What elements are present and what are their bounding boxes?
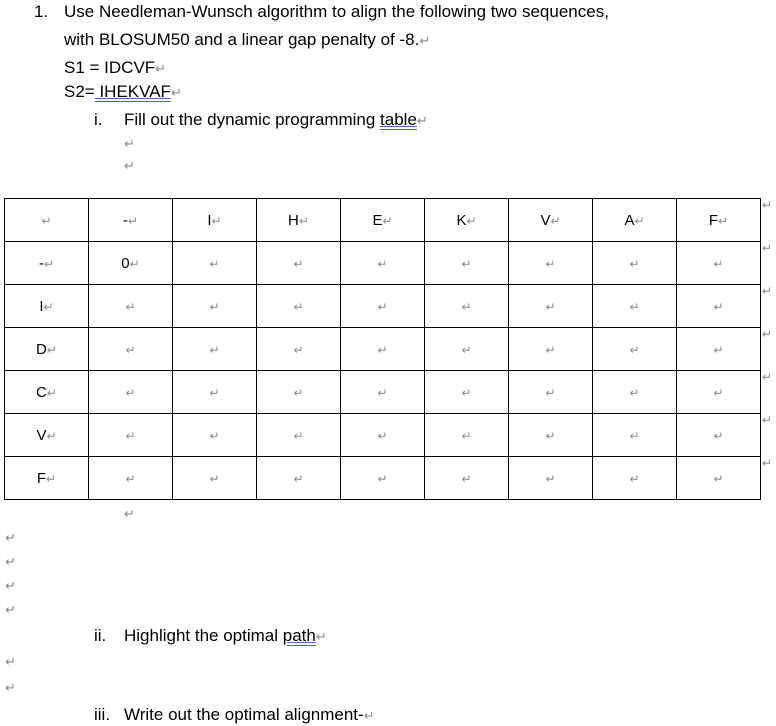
question-number: 1.	[34, 2, 49, 21]
table-row	[5, 457, 761, 500]
cell-mark-icon: ↵	[713, 428, 724, 443]
dp-cell[interactable]	[173, 285, 257, 328]
dp-cell[interactable]	[509, 328, 593, 371]
cell-mark-icon: ↵	[545, 299, 556, 314]
row-end-mark-icon: ↵	[762, 327, 773, 341]
header-cell[interactable]	[509, 199, 593, 242]
cell-mark-icon: ↵	[209, 342, 220, 357]
part-i-text-b: table	[380, 110, 417, 129]
dp-cell[interactable]	[593, 414, 677, 457]
dp-cell[interactable]	[677, 371, 761, 414]
row-label-cell[interactable]	[5, 285, 89, 328]
row-label-cell-value: I	[39, 297, 44, 315]
row-end-mark-icon: ↵	[762, 456, 773, 470]
paragraph-mark-icon: ↵	[124, 158, 135, 173]
dp-cell[interactable]	[341, 242, 425, 285]
cell-mark-icon: ↵	[43, 299, 54, 314]
row-end-mark-icon: ↵	[762, 241, 773, 255]
dp-cell[interactable]	[341, 328, 425, 371]
cell-mark-icon: ↵	[466, 213, 477, 228]
table-row	[5, 285, 761, 328]
cell-mark-icon: ↵	[377, 256, 388, 271]
paragraph-mark-icon: ↵	[5, 654, 16, 669]
header-cell-value: A	[624, 211, 635, 229]
cell-mark-icon: ↵	[293, 428, 304, 443]
cell-mark-icon: ↵	[461, 471, 472, 486]
dp-cell[interactable]	[425, 242, 509, 285]
dp-cell[interactable]	[341, 414, 425, 457]
cell-mark-icon: ↵	[461, 299, 472, 314]
cell-mark-icon: ↵	[461, 256, 472, 271]
dp-cell[interactable]	[425, 328, 509, 371]
header-cell[interactable]	[593, 199, 677, 242]
cell-mark-icon: ↵	[545, 385, 556, 400]
part-ii-text-b: path	[282, 626, 316, 645]
cell-mark-icon: ↵	[46, 428, 57, 443]
cell-mark-icon: ↵	[293, 471, 304, 486]
dp-cell[interactable]	[677, 242, 761, 285]
row-label-cell[interactable]	[5, 242, 89, 285]
cell-mark-icon: ↵	[125, 385, 136, 400]
dp-cell[interactable]	[173, 328, 257, 371]
dp-cell-value: 0	[121, 254, 130, 272]
cell-mark-icon: ↵	[293, 342, 304, 357]
dp-cell[interactable]	[677, 457, 761, 500]
row-label-cell[interactable]	[5, 414, 89, 457]
cell-mark-icon: ↵	[377, 385, 388, 400]
cell-mark-icon: ↵	[46, 471, 57, 486]
row-label-cell-value: C	[36, 383, 47, 401]
row-end-mark-icon: ↵	[762, 198, 773, 212]
cell-mark-icon: ↵	[713, 385, 724, 400]
dp-cell[interactable]	[89, 242, 173, 285]
row-label-cell-value: D	[36, 340, 47, 358]
cell-mark-icon: ↵	[377, 299, 388, 314]
header-cell[interactable]	[341, 199, 425, 242]
header-cell-value: H	[288, 211, 299, 229]
cell-mark-icon: ↵	[629, 428, 640, 443]
cell-mark-icon: ↵	[129, 256, 140, 271]
part-ii-number: ii.	[94, 626, 107, 645]
cell-mark-icon: ↵	[545, 428, 556, 443]
dp-cell[interactable]	[425, 285, 509, 328]
dp-cell[interactable]	[89, 414, 173, 457]
cell-mark-icon: ↵	[209, 385, 220, 400]
dp-cell[interactable]	[425, 371, 509, 414]
cell-mark-icon: ↵	[634, 213, 645, 228]
cell-mark-icon: ↵	[545, 471, 556, 486]
cell-mark-icon: ↵	[629, 256, 640, 271]
cell-mark-icon: ↵	[46, 385, 57, 400]
dp-cell[interactable]	[425, 457, 509, 500]
table-row	[5, 328, 761, 371]
header-cell-value: K	[456, 211, 467, 229]
cell-mark-icon: ↵	[125, 342, 136, 357]
row-label-cell-value: F	[36, 469, 47, 487]
dp-cell[interactable]	[509, 371, 593, 414]
dp-cell[interactable]	[677, 414, 761, 457]
paragraph-mark-icon: ↵	[5, 680, 16, 695]
dp-cell[interactable]	[257, 414, 341, 457]
header-cell-value: V	[540, 211, 551, 229]
cell-mark-icon: ↵	[377, 428, 388, 443]
dp-cell[interactable]	[89, 371, 173, 414]
cell-mark-icon: ↵	[713, 342, 724, 357]
cell-mark-icon: ↵	[293, 299, 304, 314]
dp-cell[interactable]	[173, 414, 257, 457]
dp-cell[interactable]	[593, 457, 677, 500]
cell-mark-icon: ↵	[718, 213, 729, 228]
cell-mark-icon: ↵	[298, 213, 309, 228]
dp-cell[interactable]	[89, 457, 173, 500]
dp-cell[interactable]	[593, 328, 677, 371]
dp-cell[interactable]	[341, 285, 425, 328]
table-row	[5, 414, 761, 457]
paragraph-mark-icon: ↵	[5, 602, 16, 617]
dp-cell[interactable]	[257, 285, 341, 328]
table-row	[5, 371, 761, 414]
cell-mark-icon: ↵	[43, 256, 55, 271]
dp-cell[interactable]	[425, 414, 509, 457]
paragraph-mark-icon: ↵	[419, 33, 431, 48]
paragraph-mark-icon: ↵	[5, 554, 16, 569]
row-end-mark-icon: ↵	[762, 370, 773, 384]
dp-cell[interactable]	[509, 457, 593, 500]
table-row	[5, 242, 761, 285]
paragraph-mark-icon: ↵	[315, 629, 327, 644]
cell-mark-icon: ↵	[713, 256, 724, 271]
cell-mark-icon: ↵	[629, 471, 640, 486]
cell-mark-icon: ↵	[382, 213, 393, 228]
header-cell[interactable]	[257, 199, 341, 242]
cell-mark-icon: ↵	[377, 342, 388, 357]
cell-mark-icon: ↵	[550, 213, 561, 228]
dp-cell[interactable]	[173, 242, 257, 285]
header-cell[interactable]	[5, 199, 89, 242]
question-line-2	[64, 30, 430, 51]
row-label-cell-value: V	[36, 426, 47, 444]
dp-table	[4, 198, 761, 500]
cell-mark-icon: ↵	[629, 299, 640, 314]
header-cell-value: -	[122, 211, 128, 229]
sequence-s1-text: S1 = IDCVF	[64, 58, 156, 77]
question-line-2-text: with BLOSUM50 and a linear gap penalty of -8.	[64, 30, 420, 49]
sequence-s2	[64, 82, 182, 103]
question-line-1: Use Needleman-Wunsch algorithm to align the following two sequences,	[64, 2, 609, 21]
paragraph-mark-icon: ↵	[416, 113, 428, 128]
cell-mark-icon: ↵	[209, 299, 220, 314]
dp-cell[interactable]	[593, 285, 677, 328]
paragraph-mark-icon: ↵	[155, 61, 167, 76]
cell-mark-icon: ↵	[461, 385, 472, 400]
dp-cell[interactable]	[341, 371, 425, 414]
cell-mark-icon: ↵	[125, 471, 136, 486]
dp-cell[interactable]	[257, 457, 341, 500]
dp-cell[interactable]	[593, 371, 677, 414]
dp-cell[interactable]	[593, 242, 677, 285]
paragraph-mark-icon: ↵	[124, 506, 135, 521]
dp-cell[interactable]	[173, 371, 257, 414]
dp-cell[interactable]	[677, 285, 761, 328]
cell-mark-icon: ↵	[713, 299, 724, 314]
part-i-number: i.	[94, 110, 103, 129]
header-cell[interactable]	[89, 199, 173, 242]
cell-mark-icon: ↵	[461, 428, 472, 443]
part-ii-text-a: Highlight the optimal	[124, 626, 283, 645]
cell-mark-icon: ↵	[127, 213, 139, 228]
cell-mark-icon: ↵	[41, 213, 52, 228]
header-cell[interactable]	[173, 199, 257, 242]
cell-mark-icon: ↵	[629, 385, 640, 400]
dp-cell[interactable]	[341, 457, 425, 500]
dp-cell[interactable]	[257, 371, 341, 414]
row-end-mark-icon: ↵	[762, 284, 773, 298]
dp-cell[interactable]	[677, 328, 761, 371]
dp-cell[interactable]	[257, 242, 341, 285]
paragraph-mark-icon: ↵	[124, 136, 135, 151]
cell-mark-icon: ↵	[125, 428, 136, 443]
dp-cell[interactable]	[257, 328, 341, 371]
row-label-cell[interactable]	[5, 371, 89, 414]
cell-mark-icon: ↵	[461, 342, 472, 357]
header-cell[interactable]	[677, 199, 761, 242]
part-iii-text-content: Write out the optimal alignment-	[124, 705, 364, 724]
cell-mark-icon: ↵	[629, 342, 640, 357]
part-iii-number: iii.	[94, 705, 111, 724]
row-label-cell[interactable]	[5, 328, 89, 371]
sequence-s1	[64, 58, 166, 79]
row-end-mark-icon: ↵	[762, 413, 773, 427]
part-ii-text	[124, 626, 327, 647]
part-i-text-a: Fill out the dynamic programming	[124, 110, 381, 129]
table-header-row	[5, 199, 761, 242]
row-label-cell-value: -	[38, 254, 44, 272]
part-iii-text	[124, 705, 375, 726]
cell-mark-icon: ↵	[211, 213, 222, 228]
header-cell-value: E	[372, 211, 383, 229]
cell-mark-icon: ↵	[209, 256, 220, 271]
cell-mark-icon: ↵	[545, 256, 556, 271]
dp-cell[interactable]	[509, 285, 593, 328]
dp-cell[interactable]	[173, 457, 257, 500]
cell-mark-icon: ↵	[293, 385, 304, 400]
cell-mark-icon: ↵	[293, 256, 304, 271]
row-label-cell[interactable]	[5, 457, 89, 500]
sequence-s2-value: IHEKVAF	[94, 82, 171, 101]
header-cell[interactable]	[425, 199, 509, 242]
cell-mark-icon: ↵	[713, 471, 724, 486]
header-cell-value: I	[207, 211, 212, 229]
cell-mark-icon: ↵	[46, 342, 57, 357]
dp-cell[interactable]	[89, 285, 173, 328]
dp-cell[interactable]	[509, 414, 593, 457]
part-i-text	[124, 110, 428, 131]
paragraph-mark-icon: ↵	[170, 85, 182, 100]
dp-cell[interactable]	[89, 328, 173, 371]
paragraph-mark-icon: ↵	[363, 708, 375, 723]
cell-mark-icon: ↵	[377, 471, 388, 486]
cell-mark-icon: ↵	[545, 342, 556, 357]
cell-mark-icon: ↵	[125, 299, 136, 314]
cell-mark-icon: ↵	[209, 471, 220, 486]
cell-mark-icon: ↵	[209, 428, 220, 443]
dp-cell[interactable]	[509, 242, 593, 285]
sequence-s2-label: S2=	[64, 82, 95, 101]
paragraph-mark-icon: ↵	[5, 578, 16, 593]
header-cell-value: F	[708, 211, 719, 229]
paragraph-mark-icon: ↵	[5, 530, 16, 545]
